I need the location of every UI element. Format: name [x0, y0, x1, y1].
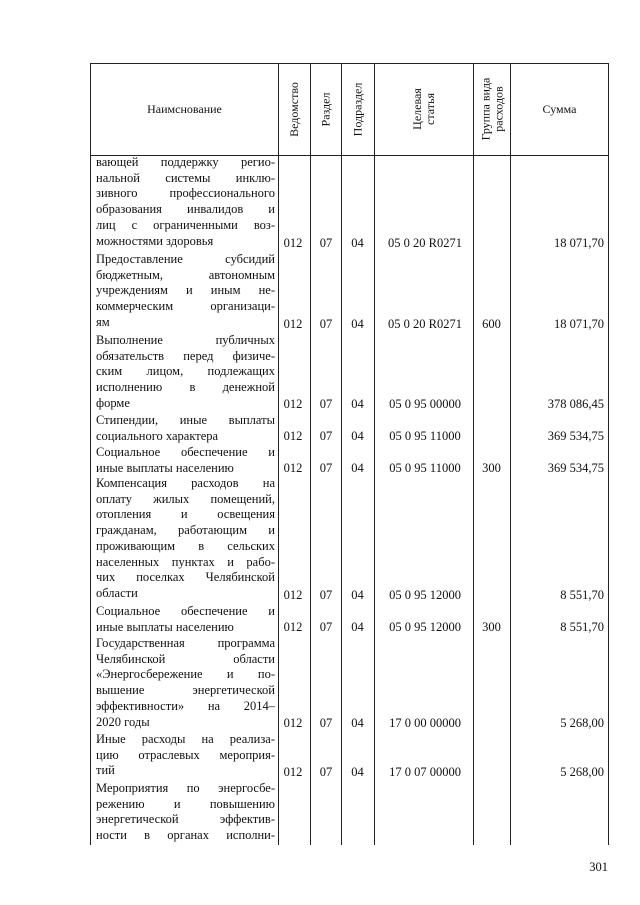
- cell-vedomstvo: 012: [283, 429, 303, 443]
- col-border: [608, 63, 609, 845]
- cell-razdel: 07: [319, 716, 333, 730]
- row-text-line: иные выплаты населению: [96, 460, 234, 475]
- header-podrazdel: [342, 63, 374, 155]
- cell-vedomstvo: 012: [283, 588, 303, 602]
- table-row-name: [96, 636, 275, 730]
- row-text-line: эффективности» на 2014–: [96, 698, 275, 713]
- col-border: [510, 63, 511, 845]
- row-text-line: Компенсация расходов на: [96, 476, 275, 490]
- row-text-line: Челябинской области: [96, 651, 275, 666]
- row-text-line: иные выплаты населению: [96, 619, 234, 634]
- table-row-name: [96, 445, 275, 476]
- row-text-line: области: [96, 585, 138, 600]
- cell-celevaya: 05 0 95 00000: [389, 397, 461, 411]
- row-text-line: Выполнение публичных: [96, 333, 275, 347]
- header-podrazdel-label: Подраздел: [350, 82, 365, 136]
- table-row-name: [96, 252, 275, 331]
- header-celevaya-line1: Целевая: [409, 88, 424, 130]
- header-gruppa-line1: Группа вида: [478, 77, 492, 141]
- row-text-line: Социальное обеспечение и: [96, 604, 275, 618]
- cell-vedomstvo: 012: [283, 397, 303, 411]
- row-text-line: форме: [96, 395, 130, 410]
- table-row-name: [96, 413, 275, 444]
- row-text-line: Стипендии, иные выплаты: [96, 413, 275, 427]
- cell-summa: 18 071,70: [554, 236, 604, 250]
- header-gruppa: [474, 63, 510, 155]
- cell-podrazdel: 04: [351, 397, 364, 411]
- header-vedomstvo: [279, 63, 310, 155]
- cell-razdel: 07: [319, 461, 333, 475]
- row-text-line: населенных пунктах и рабо-: [96, 554, 275, 569]
- header-celevaya-line2: статья: [422, 93, 437, 125]
- table-row-name: [96, 604, 275, 635]
- cell-razdel: 07: [319, 765, 333, 779]
- cell-razdel: 07: [319, 429, 333, 443]
- header-name: [91, 63, 278, 155]
- row-text-line: Мероприятия по энергосбе-: [96, 781, 275, 795]
- row-text-line: отопления и освещения: [96, 507, 275, 522]
- col-border: [90, 63, 91, 845]
- cell-celevaya: 05 0 95 12000: [389, 588, 461, 602]
- row-text-line: вающей поддержку регио-: [96, 155, 275, 169]
- row-text-line: 2020 годы: [96, 714, 150, 729]
- row-text-line: бюджетным, автономным: [96, 267, 275, 282]
- cell-vedomstvo: 012: [283, 716, 303, 730]
- cell-vedomstvo: 012: [283, 765, 303, 779]
- table-row-name: [96, 476, 275, 602]
- row-text-line: цию отраслевых мероприя-: [96, 747, 275, 762]
- cell-summa: 369 534,75: [547, 461, 604, 475]
- cell-celevaya: 17 0 07 00000: [389, 765, 461, 779]
- row-text-line: зивного профессионального: [96, 186, 275, 201]
- cell-gruppa: 300: [482, 620, 501, 634]
- cell-razdel: 07: [319, 620, 333, 634]
- cell-celevaya: 17 0 00 00000: [389, 716, 461, 730]
- row-text-line: оплату жилых помещений,: [96, 491, 275, 506]
- header-gruppa-label: [479, 78, 505, 141]
- cell-summa: 5 268,00: [560, 765, 604, 779]
- cell-podrazdel: 04: [351, 317, 364, 331]
- header-vedomstvo-label: Ведомство: [287, 81, 302, 137]
- col-border: [374, 63, 375, 845]
- row-text-line: проживающим в сельских: [96, 538, 275, 553]
- cell-podrazdel: 04: [351, 716, 364, 730]
- cell-razdel: 07: [319, 317, 333, 331]
- cell-vedomstvo: 012: [283, 236, 303, 250]
- cell-summa: 5 268,00: [560, 716, 604, 730]
- row-text-line: можностями здоровья: [96, 233, 214, 248]
- page-number: 301: [589, 860, 608, 874]
- row-text-line: Иные расходы на реализа-: [96, 732, 275, 746]
- row-text-line: режению и повышению: [96, 796, 275, 811]
- row-text-line: учреждениям и иным не-: [96, 283, 275, 298]
- cell-celevaya: 05 0 20 R0271: [388, 317, 462, 331]
- row-text-line: ности в органах исполни-: [96, 828, 275, 843]
- cell-razdel: 07: [319, 588, 333, 602]
- header-razdel: [311, 63, 341, 155]
- cell-gruppa: 300: [482, 461, 501, 475]
- row-text-line: чих поселках Челябинской: [96, 570, 275, 585]
- row-text-line: социального характера: [96, 428, 219, 443]
- cell-podrazdel: 04: [351, 588, 364, 602]
- header-gruppa-line2: расходов: [491, 86, 505, 132]
- cell-razdel: 07: [319, 236, 333, 250]
- cell-podrazdel: 04: [351, 429, 364, 443]
- cell-gruppa: 600: [482, 317, 501, 331]
- row-text-line: Социальное обеспечение и: [96, 445, 275, 459]
- table-row-name: [96, 781, 275, 844]
- header-summa: [511, 63, 608, 155]
- cell-celevaya: 05 0 95 11000: [389, 461, 461, 475]
- row-text-line: гражданам, работающим и: [96, 523, 275, 538]
- cell-celevaya: 05 0 95 12000: [389, 620, 461, 634]
- cell-podrazdel: 04: [351, 765, 364, 779]
- row-text-line: образования инвалидов и: [96, 202, 275, 217]
- row-text-line: Предоставление субсидий: [96, 252, 275, 266]
- header-summa-label: Сумма: [542, 101, 577, 116]
- cell-celevaya: 05 0 95 11000: [389, 429, 461, 443]
- cell-vedomstvo: 012: [283, 317, 303, 331]
- cell-celevaya: 05 0 20 R0271: [388, 236, 462, 250]
- header-celevaya-statya: [375, 63, 473, 155]
- cell-summa: 369 534,75: [547, 429, 604, 443]
- cell-podrazdel: 04: [351, 236, 364, 250]
- row-text-line: «Энергосбережение и по-: [96, 667, 275, 682]
- col-border: [473, 63, 474, 845]
- row-text-line: обязательств перед физиче-: [96, 348, 275, 363]
- cell-podrazdel: 04: [351, 620, 364, 634]
- row-text-line: коммерческим организаци-: [96, 299, 275, 314]
- cell-summa: 8 551,70: [560, 620, 604, 634]
- row-text-line: лиц с ограниченными воз-: [96, 217, 275, 232]
- cell-vedomstvo: 012: [283, 461, 303, 475]
- row-text-line: нальной системы инклю-: [96, 170, 275, 185]
- cell-vedomstvo: 012: [283, 620, 303, 634]
- header-razdel-label: Раздел: [318, 92, 333, 126]
- row-text-line: тий: [96, 763, 115, 778]
- cell-summa: 8 551,70: [560, 588, 604, 602]
- table-row-name: [96, 732, 275, 779]
- row-text-line: энергетической эффектив-: [96, 812, 275, 827]
- table-row-name: [96, 155, 275, 249]
- header-name-label: Наимснование: [147, 101, 222, 116]
- table-row-name: [96, 333, 275, 412]
- header-celevaya-label: [411, 88, 437, 130]
- cell-podrazdel: 04: [351, 461, 364, 475]
- cell-summa: 378 086,45: [547, 397, 604, 411]
- row-text-line: ским лицом, подлежащих: [96, 364, 275, 379]
- row-text-line: вышение энергетической: [96, 683, 275, 698]
- row-text-line: Государственная программа: [96, 636, 275, 650]
- row-text-line: ям: [96, 314, 110, 329]
- row-text-line: исполнению в денежной: [96, 380, 275, 395]
- cell-summa: 18 071,70: [554, 317, 604, 331]
- cell-razdel: 07: [319, 397, 333, 411]
